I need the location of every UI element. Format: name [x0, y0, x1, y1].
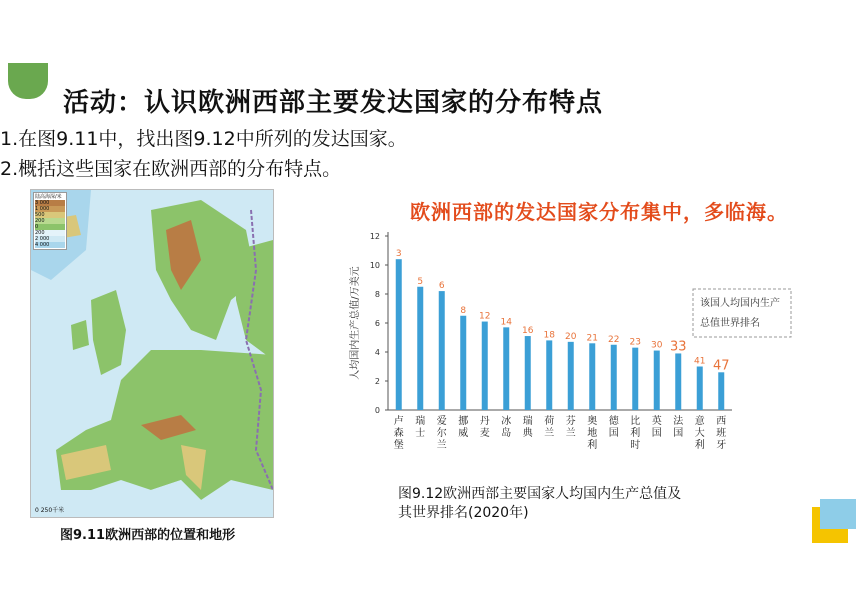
chart-bars [396, 259, 725, 410]
rank-label: 12 [479, 311, 491, 322]
bar [482, 322, 488, 410]
x-tick-label: 法国 [673, 416, 684, 439]
x-tick-label: 荷兰 [544, 416, 555, 439]
bar [503, 327, 509, 410]
x-tick-label: 意大利 [694, 416, 705, 451]
y-axis-label: 人均国内生产总值/万美元 [350, 266, 361, 380]
bar [611, 345, 617, 410]
chart-axes [348, 232, 732, 415]
x-tick-label: 卢森堡 [393, 416, 404, 451]
bar [546, 340, 552, 410]
y-tick-label: 8 [374, 290, 380, 299]
conclusion-text: 欧洲西部的发达国家分布集中，多临海。 [410, 200, 788, 224]
rank-legend-line2: 总值世界排名 [700, 318, 760, 329]
map-caption: 图9.11欧洲西部的位置和地形 [60, 528, 236, 543]
rank-label: 21 [586, 333, 598, 344]
bar [589, 343, 595, 410]
map-graphic [31, 190, 273, 517]
bar [439, 291, 445, 410]
map-legend-value: 4 000 [35, 242, 65, 248]
bar [675, 353, 681, 410]
x-tick-label: 爱尔兰 [436, 416, 447, 451]
rank-label: 14 [500, 317, 512, 328]
map-legend-value: 3 000 [35, 200, 65, 206]
x-tick-label: 奥地利 [587, 416, 598, 451]
x-tick-label: 德国 [608, 416, 619, 439]
rank-label: 33 [669, 339, 687, 355]
y-tick-label: 4 [374, 348, 380, 357]
x-tick-label: 瑞典 [522, 416, 533, 439]
step-2-text: 2.概括这些国家在欧洲西部的分布特点。 [0, 158, 342, 180]
rank-label: 23 [629, 337, 641, 348]
gdp-bar-chart [340, 222, 800, 462]
bar [568, 342, 574, 410]
x-tick-label: 挪威 [458, 416, 469, 439]
activity-badge [8, 63, 48, 99]
corner-decoration [812, 499, 856, 543]
bar [460, 316, 466, 410]
x-tick-label: 冰岛 [501, 416, 512, 439]
bar [396, 259, 402, 410]
chart-caption-line1: 图9.12欧洲西部主要国家人均国内生产总值及 [398, 486, 682, 502]
rank-label: 5 [417, 276, 424, 287]
x-tick-label: 丹麦 [479, 416, 490, 439]
y-tick-label: 2 [374, 377, 380, 386]
rank-label: 22 [608, 334, 620, 345]
map-legend-value: 0 [35, 224, 65, 230]
rank-label: 18 [543, 330, 555, 341]
map-legend-value: 1 000 [35, 206, 65, 212]
chart-caption-line2: 其世界排名(2020年) [398, 505, 529, 521]
x-tick-label: 比利时 [630, 416, 641, 451]
bar [697, 367, 703, 411]
bar [525, 336, 531, 410]
bar [632, 348, 638, 410]
rank-legend-line1: 该国人均国内生产 [700, 298, 780, 309]
page-title: 活动：认识欧洲西部主要发达国家的分布特点 [63, 88, 604, 118]
rank-label: 6 [438, 281, 445, 292]
y-tick-label: 6 [374, 319, 380, 328]
bar [718, 372, 724, 410]
step-1-text: 1.在图9.11中，找出图9.12中所列的发达国家。 [0, 128, 407, 150]
europe-relief-map [30, 189, 274, 518]
map-legend-value: 500 [35, 212, 65, 218]
rank-label: 16 [522, 326, 534, 337]
y-tick-label: 12 [369, 232, 380, 241]
map-legend [33, 192, 67, 250]
decor-blue-square [820, 499, 856, 529]
rank-label: 30 [651, 340, 663, 351]
map-scale: 0 250千米 [35, 507, 65, 514]
rank-legend-box [693, 289, 791, 337]
x-tick-label: 瑞士 [415, 416, 426, 439]
y-tick-label: 10 [369, 261, 380, 270]
x-tick-label: 英国 [651, 416, 662, 439]
rank-label: 8 [460, 305, 467, 316]
chart-caption [398, 485, 758, 523]
x-tick-label: 芬兰 [565, 416, 576, 439]
map-legend-title: 陆高海深/米 [35, 194, 62, 200]
rank-label: 3 [395, 249, 402, 260]
y-tick-label: 0 [374, 406, 380, 415]
map-legend-value: 200 [35, 230, 65, 236]
map-legend-value: 200 [35, 218, 65, 224]
bar [417, 287, 423, 410]
x-tick-label: 西班牙 [716, 416, 727, 451]
map-legend-value: 2 000 [35, 236, 65, 242]
rank-label: 20 [565, 331, 577, 342]
rank-label: 47 [712, 358, 730, 374]
bar [654, 351, 660, 410]
rank-label: 41 [694, 356, 706, 367]
